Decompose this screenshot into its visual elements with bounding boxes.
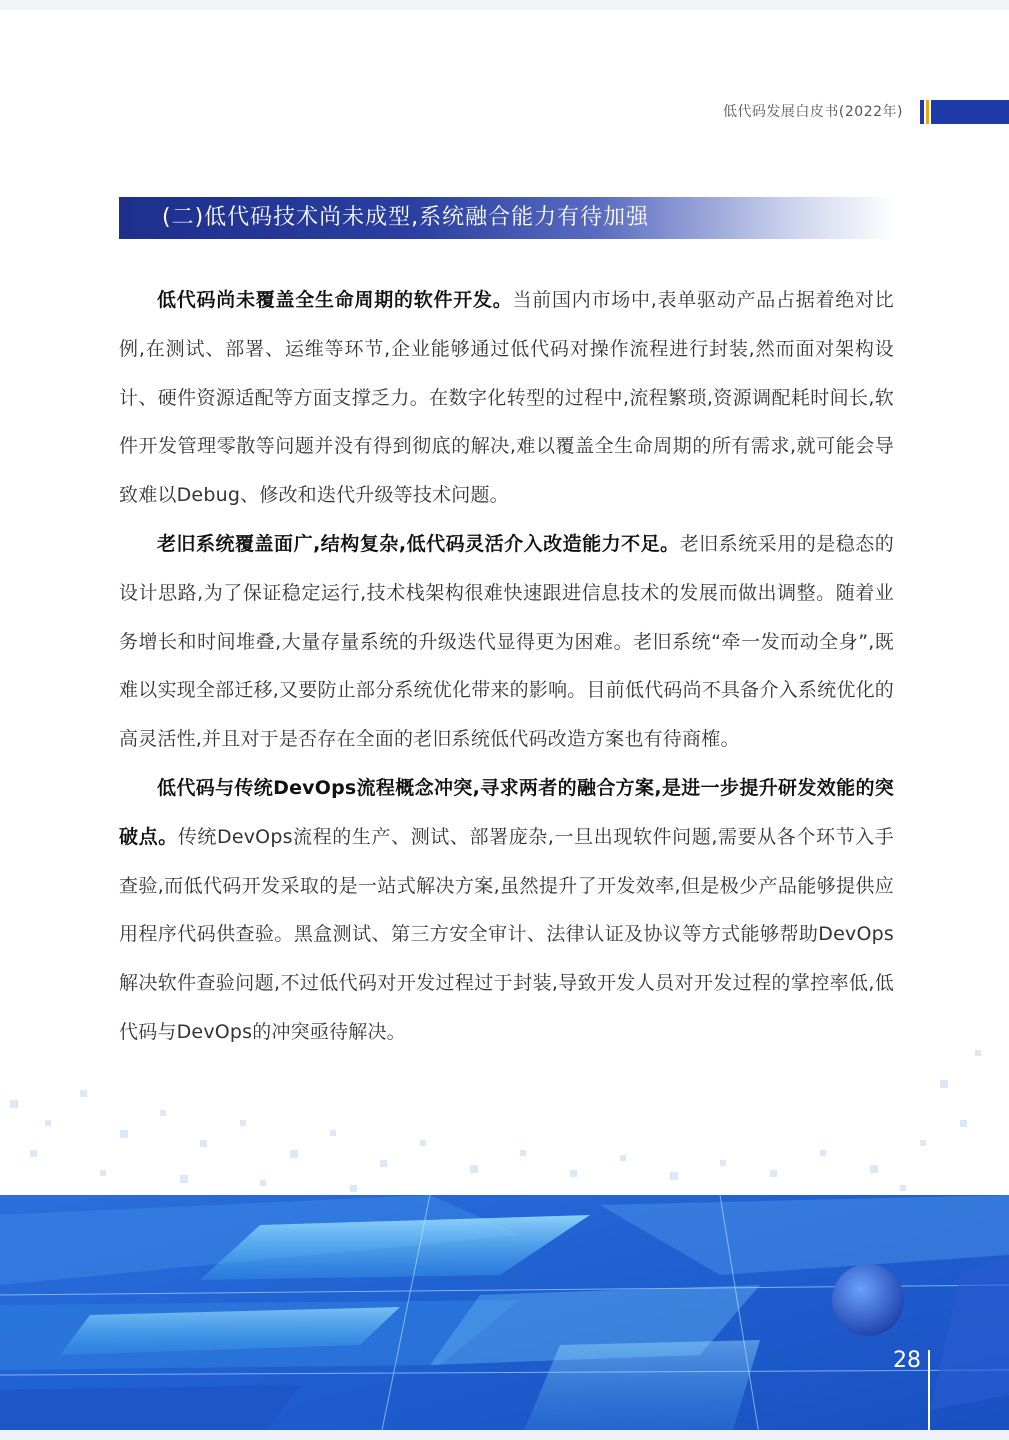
paragraph-body: 传统DevOps流程的生产、测试、部署庞杂,一旦出现软件问题,需要从各个环节入手查验,而低代码开发采取的是一站式解决方案,虽然提升了开发效率,但是极少产品能够提供应用程序代码供查验。黑盒测试、第三方安全审计、法律认证及协议等方式能够帮助DevOps解决软件查验问题,不过低代码对开发过程过于封装,导致开发人员对开发过程的掌控率低,低代码与DevOps的冲突亟待解决。 bbox=[119, 825, 894, 1043]
body-text bbox=[119, 276, 894, 1057]
paragraph-lead: 低代码与传统DevOps流程概念冲突,寻求两者的融合方案,是进一步提升研发效能的突破点。 bbox=[119, 776, 894, 848]
header-accent-bars bbox=[920, 100, 1009, 124]
section-title: (二)低代码技术尚未成型,系统融合能力有待加强 bbox=[162, 205, 650, 230]
paragraph-body: 当前国内市场中,表单驱动产品占据着绝对比例,在测试、部署、运维等环节,企业能够通过低代码对操作流程进行封装,然而面对架构设计、硬件资源适配等方面支撑乏力。在数字化转型的过程中,流程繁琐,资源调配耗时间长,软件开发管理零散等问题并没有得到彻底的解决,难以覆盖全生命周期的所有需求,就可能会导致难以Debug、修改和迭代升级等技术问题。 bbox=[119, 289, 894, 507]
decorative-dot-pattern bbox=[0, 1000, 1009, 1200]
paragraph-body: 老旧系统采用的是稳态的设计思路,为了保证稳定运行,技术栈架构很难快速跟进信息技术的发展而做出调整。随着业务增长和时间堆叠,大量存量系统的升级迭代显得更为困难。老旧系统“牵一发而动全身”,既难以实现全部迁移,又要防止部分系统优化带来的影响。目前低代码尚不具备介入系统优化的高灵活性,并且对于是否存在全面的老旧系统低代码改造方案也有待商榷。 bbox=[119, 532, 894, 751]
paragraph-lead: 老旧系统覆盖面广,结构复杂,低代码灵活介入改造能力不足。 bbox=[157, 532, 680, 555]
running-header: 低代码发展白皮书(2022年) bbox=[722, 104, 903, 120]
paragraph bbox=[119, 520, 894, 764]
paragraph-lead: 低代码尚未覆盖全生命周期的软件开发。 bbox=[157, 289, 513, 311]
top-strip bbox=[0, 0, 1009, 10]
paragraph bbox=[119, 276, 894, 520]
page-number-divider bbox=[928, 1350, 930, 1430]
page-number: 28 bbox=[893, 1348, 921, 1373]
bottom-strip bbox=[0, 1430, 1009, 1440]
footer-background-graphic bbox=[0, 1195, 1009, 1440]
